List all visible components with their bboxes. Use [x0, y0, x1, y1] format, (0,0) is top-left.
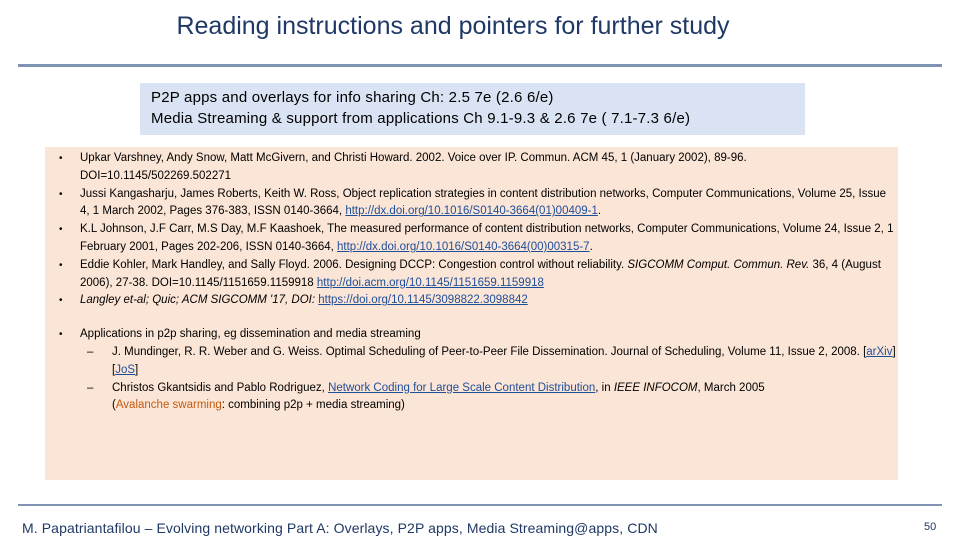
reference-tail: . — [589, 240, 593, 253]
doi-link[interactable]: https://doi.org/10.1145/3098822.3098842 — [318, 294, 528, 307]
sub-reference-item — [45, 380, 898, 416]
reference-text: K.L Johnson, J.F Carr, M.S Day, M.F Kaashoek, The measured performance of content distribution networks, Computer Communications, Volume 24, Issue 2, 1 February 2001, Pages 202-206, ISSN 0140-3664, — [80, 223, 894, 253]
paper-link[interactable]: Network Coding for Large Scale Content Distribution — [328, 381, 596, 394]
reference-item — [45, 150, 898, 186]
venue-name: IEEE INFOCOM — [613, 381, 698, 394]
sub-reference-item — [45, 344, 898, 380]
arxiv-link[interactable]: arXiv — [866, 345, 893, 358]
reference-text: 36, 4 (August 2006), 27-38. DOI=10.1145/1151659.1159918 — [80, 258, 881, 289]
reference-tail: . — [597, 205, 602, 218]
bracket-text: ] [ — [112, 345, 896, 376]
reference-text: Christos Gkantsidis and Pablo Rodriguez, — [112, 381, 329, 394]
reference-text: Eddie Kohler, Mark Handley, and Sally Floyd. 2006. Designing DCCP: Congestion control without reliability. — [80, 258, 628, 271]
bullet: • — [59, 295, 63, 307]
reference-text: : combining p2p + media streaming) — [221, 399, 405, 412]
reference-text: Langley et-al; Quic; ACM SIGCOMM '17, DOI: — [80, 294, 319, 307]
page-number: 50 — [924, 521, 937, 533]
reference-list — [45, 150, 898, 415]
highlight-text: Avalanche swarming — [115, 399, 222, 412]
bullet: • — [59, 224, 63, 236]
reference-item — [45, 221, 898, 257]
bullet: • — [59, 153, 63, 164]
bullet: • — [59, 259, 63, 271]
applications-item — [45, 326, 898, 344]
dash: – — [87, 381, 94, 394]
reference-text: , in — [595, 381, 614, 394]
reading-instructions-box — [140, 83, 805, 135]
references-box — [45, 147, 898, 480]
journal-name: SIGCOMM Comput. Commun. Rev. — [627, 258, 810, 271]
reading-line-p2p: P2P apps and overlays for info sharing Ch: 2.5 7e (2.6 6/e) — [151, 89, 554, 106]
bullet: • — [59, 329, 63, 341]
reference-text: , March 2005 — [697, 381, 765, 394]
reading-line-streaming: Media Streaming & support from applications Ch 9.1-9.3 & 2.6 7e ( 7.1-7.3 6/e) — [151, 110, 691, 127]
footer-divider — [18, 504, 942, 506]
reference-item — [45, 257, 898, 293]
reference-text: Jussi Kangasharju, James Roberts, Keith W. Ross, Object replication strategies in content distribution networks, Computer Communications, Volume 25, Issue 4, 1 March 2002, Pages 376-383, ISSN 0140-3664, — [80, 187, 887, 218]
bracket-text: ] — [135, 363, 139, 376]
footer-text: M. Papatriantafilou – Evolving networking Part A: Overlays, P2P apps, Media Streaming@apps, CDN — [22, 520, 658, 536]
doi-link[interactable]: http://doi.acm.org/10.1145/1151659.1159918 — [316, 276, 544, 289]
reference-item — [45, 292, 898, 310]
dash: – — [87, 345, 94, 358]
reference-text: Upkar Varshney, Andy Snow, Matt McGivern, and Christi Howard. 2002. Voice over IP. Commun. ACM 45, 1 (January 2002), 89-96. DOI=10.1145/502269.502271 — [80, 152, 747, 182]
title-divider — [18, 64, 942, 67]
slide-title: Reading instructions and pointers for further study — [176, 12, 730, 40]
applications-text: Applications in p2p sharing, eg dissemination and media streaming — [80, 328, 421, 341]
paren-text: ( — [112, 399, 116, 412]
jos-link[interactable]: JoS — [115, 363, 136, 376]
bullet: • — [59, 188, 63, 200]
reference-text: J. Mundinger, R. R. Weber and G. Weiss. Optimal Scheduling of Peer-to-Peer File Dissemination. Journal of Scheduling, Volume 11, Issue 2, 2008. [ — [112, 345, 867, 358]
doi-link[interactable]: http://dx.doi.org/10.1016/S0140-3664(00)00315-7 — [337, 240, 590, 253]
reference-item — [45, 186, 898, 222]
doi-link[interactable]: http://dx.doi.org/10.1016/S0140-3664(01)00409-1 — [345, 205, 598, 218]
